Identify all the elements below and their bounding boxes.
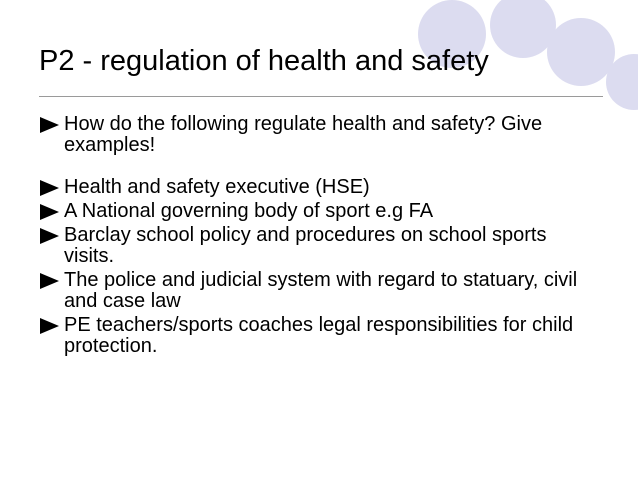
bullet-text: The police and judicial system with regard to statuary, civil and case law xyxy=(64,269,578,312)
triangle-bullet-icon xyxy=(40,228,59,244)
bullet-text: PE teachers/sports coaches legal responsibilities for child protection. xyxy=(64,314,574,357)
bullet-text: How do the following regulate health and safety? Give examples! xyxy=(64,113,543,156)
bullet-text: Barclay school policy and procedures on school sports visits. xyxy=(64,224,547,267)
triangle-bullet-icon xyxy=(40,117,59,133)
title-divider xyxy=(39,96,603,97)
triangle-bullet-icon xyxy=(40,273,59,289)
bullet-list xyxy=(40,114,600,357)
triangle-bullet-icon xyxy=(40,180,59,196)
decorative-circle xyxy=(547,18,615,86)
triangle-bullet-icon xyxy=(40,318,59,334)
bullet-text: A National governing body of sport e.g FA xyxy=(64,200,434,222)
bullet-item xyxy=(40,225,600,267)
slide-title: P2 - regulation of health and safety xyxy=(39,45,489,77)
triangle-bullet-icon xyxy=(40,204,59,220)
bullet-item xyxy=(40,270,600,312)
bullet-item xyxy=(40,201,600,222)
bullet-item xyxy=(40,177,600,198)
bullet-item xyxy=(40,315,600,357)
bullet-text: Health and safety executive (HSE) xyxy=(64,176,370,198)
bullet-item xyxy=(40,114,600,156)
